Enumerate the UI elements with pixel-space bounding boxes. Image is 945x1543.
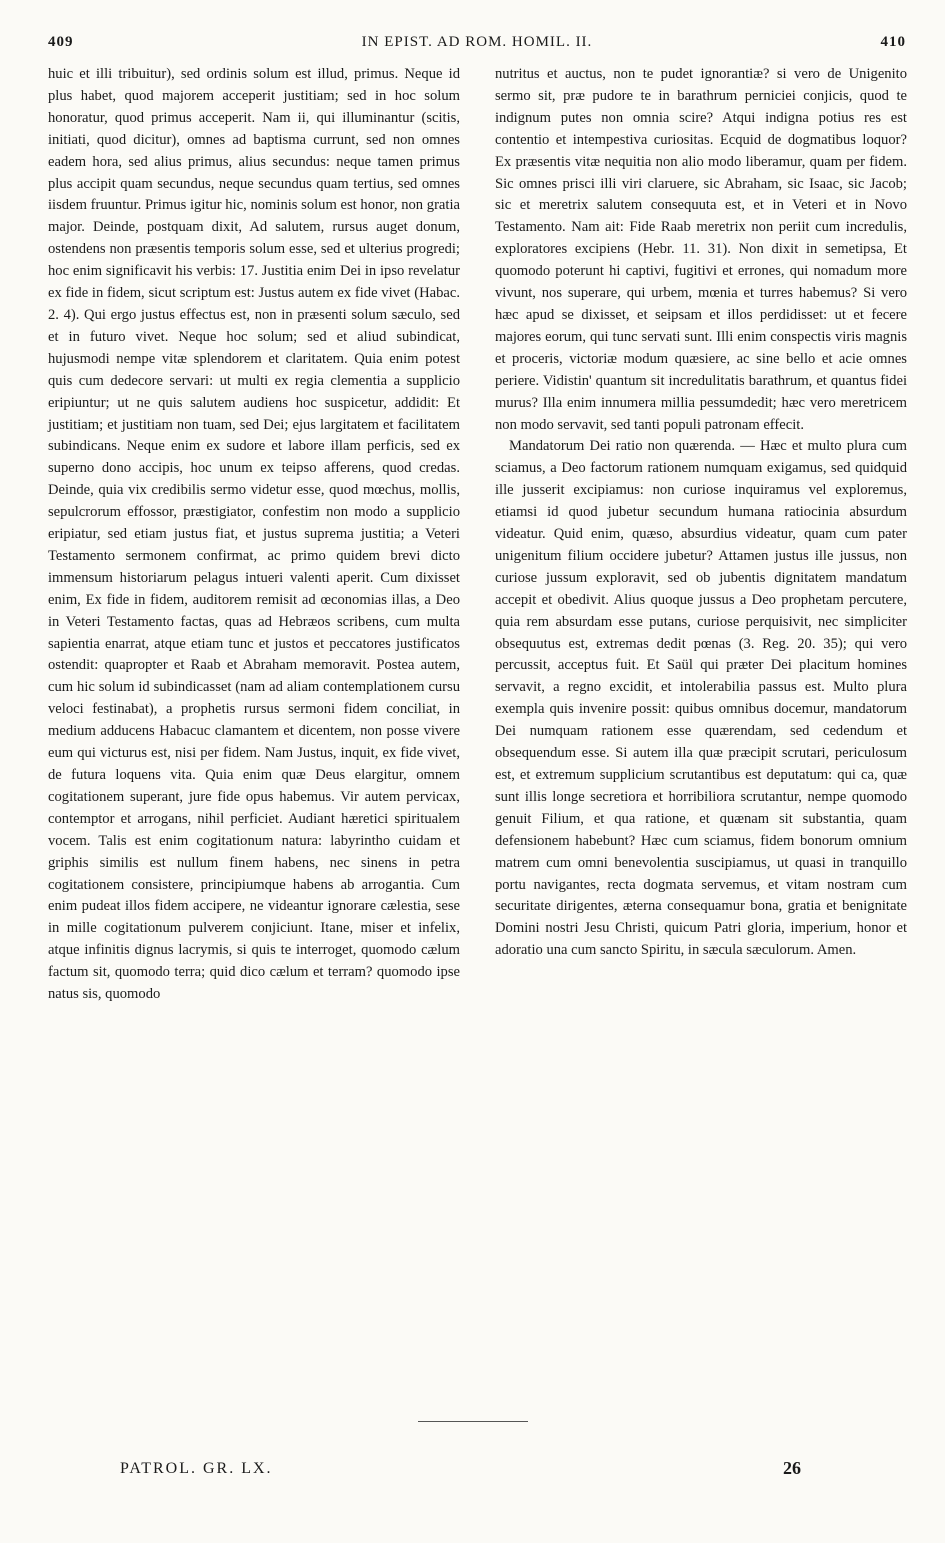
- page-number-left: 409: [48, 34, 74, 50]
- footer-signature: PATROL. GR. LX.: [120, 1460, 273, 1477]
- right-paragraph-1: nutritus et auctus, non te pudet ignorantiæ? si vero de Unigenito sermo sit, præ pudore te in barathrum perniciei conjicis, quod te indignum putes non omnia scire? Atqui indigna potius res est contentio et intempestiva curiositas. Ecquid de dogmatibus loquor? Ex præsentis vitæ nequitia non alio modo liberamur, quam per fidem. Sic omnes prisci illi viri claruere, sic Abraham, sic Isaac, sic Jacob; sic et meretrix salutem consequuta est, et in Veteri et in Novo Testamento. Nam ait: Fide Raab meretrix non periit cum incredulis, exploratores excipiens (Hebr. 11. 31). Non dixit in semetipsa, Et quomodo poterunt hi captivi, fugitivi et errones, qui nomadum more vivunt, nos superare, qui urbem, mœnia et turres habemus? Si vero hæc apud se dixisset, et seipsam et illos perdidisset: ut et fecere majores eorum, qui tunc servati sunt. Illi enim conspectis viris magnis et proceris, victoriæ modum quæsiere, ac sine bello et acie omnes periere. Vidistin' quantum sit incredulitatis barathrum, et quantus fidei murus? Illa enim innumera millia pessumdedit; hæc vero meretricem non modo servavit, sed tanti populi patronam effecit.: [495, 66, 907, 433]
- closing-rule: [418, 1421, 528, 1422]
- running-title: IN EPIST. AD ROM. HOMIL. II.: [361, 34, 593, 50]
- right-paragraph-2: Mandatorum Dei ratio non quærenda. — Hæc et multo plura cum sciamus, a Deo factorum rationem numquam exigamus, sed quidquid ille jusserit excipiamus: non curiose inquiramus vel exploremus, etiamsi id quod jubetur secundum humana ratiocinia absurdum videatur. Quid enim, quæso, absurdius videatur, quam cum pater unigenitum filium occidere jubetur? Attamen justus ille jussus, non curiose jussum exploravit, sed ob jubentis dignitatem mandatum accepit et obedivit. Alius quoque jussus a Deo prophetam percutere, quia rem absurdam esse putans, curiose perquisivit, nec simpliciter obsequutus est, extremas dedit pœnas (3. Reg. 20. 35); qui vero percussit, acceptus fuit. Et Saül qui præter Dei placitum homines servavit, a regno excidit, et intolerabilia passus est. Multo plura exempla quis invenire possit: quibus omnibus docemur, mandatorum Dei numquam rationem esse quærendam, sed cedendum et obsequendum esse. Si autem illa quæ præcipit scrutari, periculosum est, et extremum supplicium scrutantibus est deputatum: qui ca, quæ sunt illis longe secretiora et horribiliora scrutantur, nempe quomodo genuit Filium, et qua ratione, et quænam sit substantia, quam defensionem habebunt? Hæc cum sciamus, fidem bonorum omnium matrem cum omni benevolentia suscipiamus, ut quasi in tranquillo portu navigantes, recta dogmata servemus, et vitam nostram cum securitate dirigentes, æterna consequamur bona, gratia et benignitate Domini nostri Jesu Christi, quicum Patri gloria, imperium, honor et adoratio una cum sancto Spiritu, in sæcula sæculorum. Amen.: [495, 438, 907, 959]
- page-number-right: 410: [880, 34, 906, 50]
- running-header: [48, 34, 906, 58]
- left-paragraph-1: huic et illi tribuitur), sed ordinis solum est illud, primus. Neque id plus habet, quod majorem acceperit justitiam; sed in hoc solum honoratur, quod primus acceperit. Nam ii, qui illuminantur (scitis, initiati, quod dicitur), omnes ad baptisma currunt, sed non omnes eadem hora, sed alius primus, alius secundus: neque tamen primus plus accipit quam secundus, neque secundus quam tertius, sed omnes iisdem fruuntur. Primus igitur hic, nominis solum est honor, non gratia major. Deinde, postquam dixit, Ad salutem, rursus auget donum, ostendens non præsentis temporis solum esse, sed et ulterius progredi; hoc enim significavit his verbis: 17. Justitia enim Dei in ipso revelatur ex fide in fidem, sicut scriptum est: Justus autem ex fide vivet (Habac. 2. 4). Qui ergo justus effectus est, non in præsenti solum sæculo, sed et in futuro vivet. Neque hoc solum; sed et aliud subindicat, hujusmodi nempe vitæ splendorem et claritatem. Quia enim potest quis cum dedecore servari: ut multi ex regia clementia a supplicio eripiuntur; ut ne quis salutem audiens hoc suspicetur, addidit: Et justitiam; et justitiam non tuam, sed Dei; ejus largitatem et facilitatem subindicans. Neque enim ex sudore et labore illam perficis, sed ex superno dono accipis, hoc unum ex teipso afferens, quod credas. Deinde, quia vix credibilis sermo videtur esse, quod mœchus, mollis, sepulcrorum effossor, præstigiator, confestim non modo a supplicio eripiatur, sed etiam justus fiat, et justus suprema justitia; a Veteri Testamento sermonem confirmat, ac primo quidem brevi dicto immensum historiarum pelagus intueri valenti aperit. Cum dixisset enim, Ex fide in fidem, auditorem remisit ad œconomias illas, a Deo in Veteri Testamento factas, quas ad Hebræos scribens, cum multa sapientia enarrat, atque etiam tunc et justos et peccatores justificatos ostendit: quapropter et Raab et Abraham memoravit. Postea autem, cum hic solum id subindicasset (nam ad aliam contemplationem cursu veloci festinabat), a prophetis rursus sermoni fidem conciliat, in medium adducens Habacuc clamantem et dicentem, non posse vivere eum qui victurus est, nisi per fidem. Nam Justus, inquit, ex fide vivet, de futura loquens vita. Quia enim quæ Deus elargitur, omnem cogitationem superant, jure fide opus habemus. Vir autem pervicax, contemptor et arrogans, nihil perficiet. Audiant hæretici spiritualem vocem. Talis est enim cogitationum natura: labyrintho cuidam et griphis similis est nullum finem habens, nec sinens in petra cogitationem consistere, principiumque habens ab arrogantia. Cum enim pudeat illos fidem accipere, ne videantur ignorare cælestia, sese in mille cogitationum pulverem conjiciunt. Itane, miser et infelix, atque infinitis dignus lacrymis, si quis te interroget, quomodo cælum factum sit, quomodo terra; quid dico cælum et terram? quomodo ipse natus sis, quomodo: [48, 66, 460, 1003]
- left-column: [48, 64, 460, 1006]
- right-column: [495, 64, 907, 962]
- footer-sheet-number: 26: [783, 1458, 801, 1478]
